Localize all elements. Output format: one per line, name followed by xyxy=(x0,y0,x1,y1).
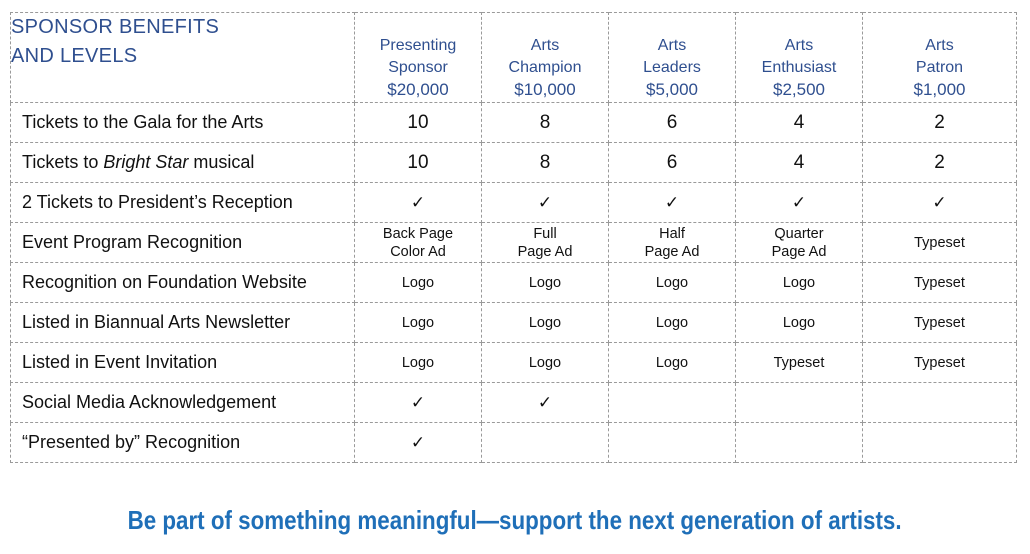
row-label-event-invitation: Listed in Event Invitation xyxy=(11,343,355,383)
level-price: $20,000 xyxy=(387,80,449,99)
checkmark-icon: ✓ xyxy=(355,383,482,423)
table-cell: Typeset xyxy=(736,343,863,383)
checkmark-icon: ✓ xyxy=(609,183,736,223)
row-label-presented-by: “Presented by” Recognition xyxy=(11,423,355,463)
table-cell xyxy=(863,383,1017,423)
table-cell: Logo xyxy=(482,303,609,343)
row-label-president-reception: 2 Tickets to President’s Reception xyxy=(11,183,355,223)
cell-line: Page Ad xyxy=(771,243,827,260)
row-label-foundation-website: Recognition on Foundation Website xyxy=(11,263,355,303)
row-label-italic-title: Bright Star xyxy=(103,152,189,172)
table-cell: 6 xyxy=(609,103,736,143)
table-cell xyxy=(609,423,736,463)
table-cell: Logo xyxy=(736,303,863,343)
row-label-event-program: Event Program Recognition xyxy=(11,223,355,263)
level-price: $1,000 xyxy=(913,80,966,99)
level-price: $5,000 xyxy=(646,80,698,99)
table-cell: 10 xyxy=(355,103,482,143)
level-name-line-1: Presenting xyxy=(379,37,457,54)
checkmark-icon: ✓ xyxy=(355,423,482,463)
level-name-line-2: Leaders xyxy=(643,59,701,76)
table-row xyxy=(11,423,1017,463)
table-cell xyxy=(736,423,863,463)
cell-line: Back Page xyxy=(382,225,454,242)
level-header-arts-enthusiast xyxy=(736,13,863,103)
table-cell: 4 xyxy=(736,103,863,143)
sponsor-benefits-table xyxy=(10,12,1017,463)
table-row xyxy=(11,303,1017,343)
table-cell: Typeset xyxy=(863,303,1017,343)
level-name-line-2: Patron xyxy=(915,59,964,76)
table-title xyxy=(11,13,355,103)
level-name-line-2: Enthusiast xyxy=(761,59,837,76)
level-name-line-2: Sponsor xyxy=(388,59,448,76)
table-row xyxy=(11,343,1017,383)
table-cell: 6 xyxy=(609,143,736,183)
level-name-line-1: Arts xyxy=(530,37,560,54)
table-cell: 10 xyxy=(355,143,482,183)
level-price: $2,500 xyxy=(773,80,825,99)
table-cell: Logo xyxy=(482,263,609,303)
level-name-line-1: Arts xyxy=(657,37,687,54)
cell-line: Quarter xyxy=(774,225,824,242)
table-row xyxy=(11,263,1017,303)
row-label-text: Tickets to xyxy=(22,152,104,172)
table-cell: Typeset xyxy=(863,263,1017,303)
cell-line: Half xyxy=(659,225,685,242)
table-row xyxy=(11,183,1017,223)
table-cell xyxy=(609,223,736,263)
level-header-arts-leaders xyxy=(609,13,736,103)
table-cell xyxy=(736,383,863,423)
table-cell: Logo xyxy=(609,343,736,383)
table-cell xyxy=(482,223,609,263)
table-cell xyxy=(863,223,1017,263)
level-header-arts-champion xyxy=(482,13,609,103)
table-cell xyxy=(609,383,736,423)
level-header-presenting-sponsor xyxy=(355,13,482,103)
cell-line: Page Ad xyxy=(644,243,700,260)
row-label-gala-tickets: Tickets to the Gala for the Arts xyxy=(11,103,355,143)
level-name-line-1: Arts xyxy=(784,37,814,54)
cell-line: Typeset xyxy=(914,234,965,251)
table-cell: 2 xyxy=(863,103,1017,143)
table-cell: Logo xyxy=(482,343,609,383)
level-name-line-2: Champion xyxy=(508,59,582,76)
table-cell: 4 xyxy=(736,143,863,183)
table-cell xyxy=(863,423,1017,463)
table-cell: Logo xyxy=(355,303,482,343)
table-cell: 8 xyxy=(482,103,609,143)
table-cell: 8 xyxy=(482,143,609,183)
tagline: Be part of something meaningful—support the next generation of artists. xyxy=(127,505,902,535)
row-label-social-media: Social Media Acknowledgement xyxy=(11,383,355,423)
table-cell: Logo xyxy=(355,343,482,383)
table-cell: Typeset xyxy=(863,343,1017,383)
table-header-row xyxy=(11,13,1017,103)
checkmark-icon: ✓ xyxy=(355,183,482,223)
table-row xyxy=(11,223,1017,263)
table-cell xyxy=(482,423,609,463)
row-label-arts-newsletter: Listed in Biannual Arts Newsletter xyxy=(11,303,355,343)
checkmark-icon: ✓ xyxy=(482,183,609,223)
checkmark-icon: ✓ xyxy=(736,183,863,223)
table-cell xyxy=(355,223,482,263)
cell-line: Full xyxy=(533,225,557,242)
level-price: $10,000 xyxy=(514,80,576,99)
checkmark-icon: ✓ xyxy=(863,183,1017,223)
table-cell: 2 xyxy=(863,143,1017,183)
row-label-musical-tickets xyxy=(11,143,355,183)
table-cell: Logo xyxy=(609,263,736,303)
cell-line: Color Ad xyxy=(390,243,446,260)
table-cell: Logo xyxy=(355,263,482,303)
checkmark-icon: ✓ xyxy=(482,383,609,423)
table-row xyxy=(11,103,1017,143)
level-header-arts-patron xyxy=(863,13,1017,103)
table-title-line-1: SPONSOR BENEFITS xyxy=(11,16,220,38)
row-label-text: musical xyxy=(188,152,255,172)
table-cell xyxy=(736,223,863,263)
table-cell: Logo xyxy=(736,263,863,303)
table-row xyxy=(11,383,1017,423)
table-title-line-2: AND LEVELS xyxy=(11,45,138,67)
level-name-line-1: Arts xyxy=(925,37,954,54)
table-row xyxy=(11,143,1017,183)
cell-line: Page Ad xyxy=(517,243,573,260)
table-cell: Logo xyxy=(609,303,736,343)
